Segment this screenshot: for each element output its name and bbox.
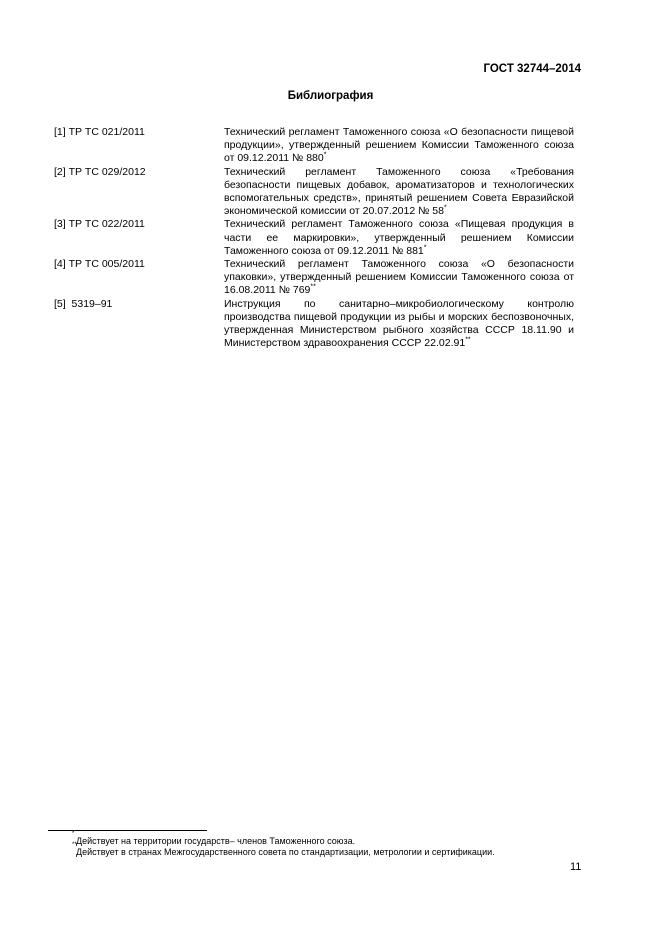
bibliography-entry: [54, 126, 582, 166]
entry-description: [224, 126, 574, 166]
document-code-header: ГОСТ 32744–2014: [483, 63, 581, 75]
page-number: 11: [570, 861, 582, 873]
entry-text: Технический регламент Таможенного союза «Требования безопасности пищевых добавок, ароматизаторов и технологических вспомогательных средств», принятый решением Совета Евразийской экономической комиссии от 20.07.2012 № 58: [224, 165, 574, 218]
bibliography-entry: [54, 218, 582, 258]
entry-text: Инструкция по санитарно–микробиологическому контролю производства пищевой продукции из рыбы и морских беспозвоночных, утвержденная Министерством рыбного хозяйства СССР 18.11.90 и Министерством здравоохранения СССР 22.02.91: [224, 297, 574, 350]
bibliography-entry: [54, 298, 582, 351]
footnote: ** Действует в странах Межгосударственного совета по стандартизации, метрологии и сертификации.: [72, 842, 495, 857]
entry-reference: [3] ТР ТС 022/2011: [54, 218, 145, 231]
footnote-mark: **: [310, 283, 316, 291]
footnote-text: Действует на территории государств– членов Таможенного союза.: [76, 836, 356, 846]
entry-description: [224, 258, 574, 298]
footnote-mark: **: [465, 336, 471, 344]
entry-text: Технический регламент Таможенного союза «О безопасности пищевой продукции», утвержденный решением Комиссии Таможенного союза от 09.12.2011 № 880: [224, 126, 574, 165]
entry-reference: [1] ТР ТС 021/2011: [54, 126, 145, 138]
footnote-mark: *: [323, 151, 327, 159]
entry-description: [224, 298, 574, 351]
bibliography-entry: [54, 166, 582, 219]
footnote-mark: *: [443, 204, 447, 212]
entry-text: Технический регламент Таможенного союза «О безопасности упаковки», утвержденный решением Комиссии Таможенного союза от 16.08.2011 № 769: [224, 258, 574, 297]
footnote-text: Действует в странах Межгосударственного совета по стандартизации, метрологии и сертификации.: [76, 847, 495, 857]
entry-description: [224, 166, 574, 219]
bibliography-entry: [54, 258, 582, 298]
entry-reference: [5] 5319–91: [54, 297, 113, 310]
entry-description: [224, 218, 574, 258]
entry-text: Технический регламент Таможенного союза «Пищевая продукция в части ее маркировки», утвержденный решением Комиссии Таможенного союза от 09.12.2011 № 881: [224, 218, 574, 257]
bibliography-list: [54, 126, 582, 350]
entry-reference: [2] ТР ТС 029/2012: [54, 165, 146, 178]
section-title: Библиография: [287, 90, 374, 102]
footnote-mark: *: [423, 244, 427, 252]
footnote: * Действует на территории государств– членов Таможенного союза.: [72, 831, 356, 846]
entry-reference: [4] ТР ТС 005/2011: [54, 258, 145, 271]
footnotes: [72, 831, 596, 858]
